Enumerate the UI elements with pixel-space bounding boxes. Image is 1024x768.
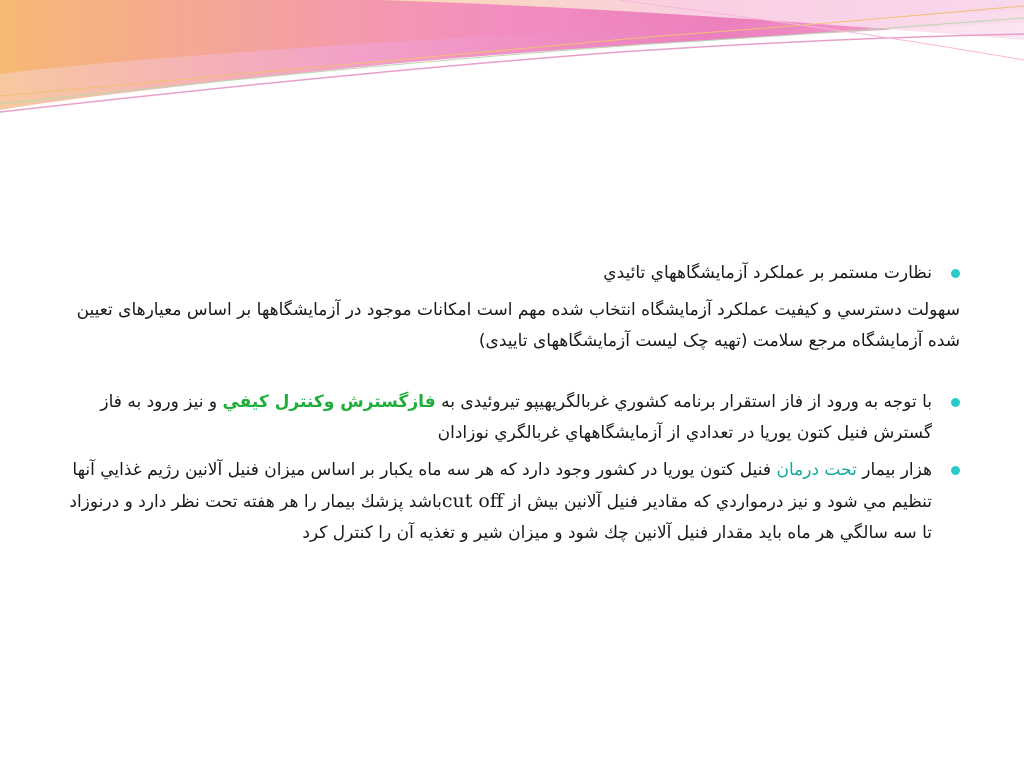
- bullet-text: و نيز ورود به فاز گسترش فنيل کتون يوريا در تعدادي از آزمايشگاههاي غربالگري نوزادان: [100, 392, 932, 443]
- bullet-text: نظارت مستمر بر عملکرد آزمايشگاههاي تائيدي: [603, 263, 932, 283]
- slide-content: [60, 258, 960, 549]
- bullet-icon: [951, 398, 960, 407]
- bullet-item: [60, 258, 960, 289]
- paragraph-text: سهولت دسترسي و کيفيت عملکرد آزمايشگاه انتخاب شده مهم است امکانات موجود در آزمايشگاهها بر اساس معيارهای تعيين شده آزمايشگاه مرجع سلامت (تهيه چک ليست آزمايشگاههای تاييدی): [76, 300, 960, 351]
- bullet-text: باشد پزشك بيمار را هر هفته تحت نظر دارد و درنوزاد تا سه سالگي هر ماه بايد مقدار فنيل آلانين چك شود و ميزان شير و تغذيه آن را كنترل كرد: [69, 492, 932, 543]
- bullet-icon: [951, 466, 960, 475]
- paragraph: [60, 295, 960, 357]
- highlight-text: تحت درمان: [776, 460, 857, 480]
- bullet-item: [60, 455, 960, 549]
- bullet-text: فنيل کتون يوريا در کشور وجود دارد که هر سه ماه يکبار بر اساس ميزان فنيل آلانين رژيم غذايي آنها تنظيم مي شود و نيز درمواردي که مقادير فنيل آلانين بيش از: [72, 460, 932, 512]
- bullet-icon: [951, 269, 960, 278]
- decorative-banner: [0, 0, 1024, 130]
- latin-term: cut off: [441, 490, 504, 512]
- bullet-text: هزار بيمار: [856, 460, 932, 480]
- highlight-text: فازگسترش وکنترل کيفي: [222, 392, 436, 412]
- bullet-item: [60, 387, 960, 449]
- bullet-text: با توجه به ورود از فاز استقرار برنامه کشوري غربالگريهيپو تيروئيدی به: [435, 392, 932, 412]
